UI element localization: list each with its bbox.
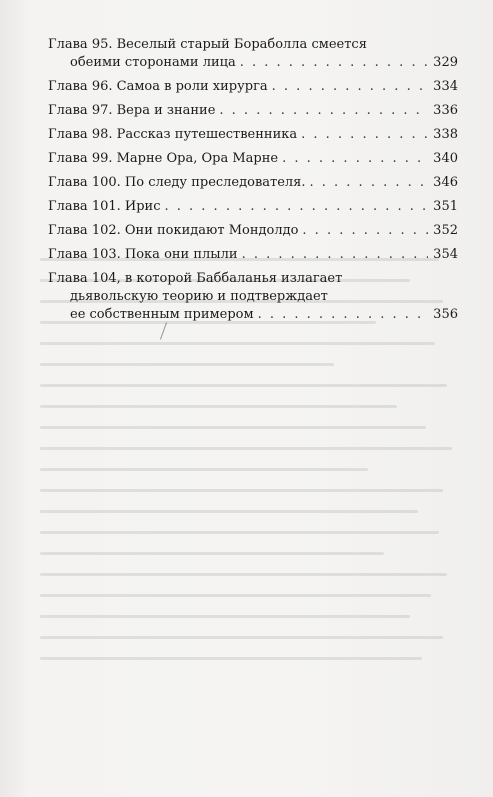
toc-entry-title: Глава 95. Веселый старый Бораболла смеется — [48, 37, 367, 52]
toc-entry-97[interactable] — [48, 102, 458, 120]
dot-leader — [302, 222, 428, 240]
toc-entry-title: Глава 101. Ирис — [48, 199, 161, 214]
toc-entry-title: Глава 104, в которой Баббаланья излагает — [48, 271, 343, 286]
toc-page-number: 336 — [433, 103, 458, 118]
toc-page-number: 346 — [433, 175, 458, 190]
toc-page-number: 338 — [433, 127, 458, 142]
table-of-contents — [48, 36, 458, 330]
toc-entry-title: Глава 100. По следу преследователя. — [48, 175, 306, 190]
toc-page-number: 329 — [433, 55, 458, 70]
toc-page-number: 356 — [433, 307, 458, 322]
toc-entry-title: Глава 97. Вера и знание — [48, 103, 216, 118]
dot-leader — [282, 150, 428, 168]
dot-leader — [165, 198, 429, 216]
toc-page-number: 352 — [433, 223, 458, 238]
toc-entry-102[interactable] — [48, 222, 458, 240]
dot-leader — [219, 102, 428, 120]
toc-entry-101[interactable] — [48, 198, 458, 216]
bleed-through-text — [40, 258, 460, 748]
toc-entry-title-cont: дьявольскую теорию и подтверждает — [70, 289, 328, 304]
toc-entry-title-cont: ее собственным примером — [70, 307, 254, 322]
toc-entry-title: Глава 98. Рассказ путешественника — [48, 127, 298, 142]
toc-page-number: 354 — [433, 247, 458, 262]
toc-entry-103[interactable] — [48, 246, 458, 264]
toc-entry-title: Глава 99. Марне Ора, Ора Марне — [48, 151, 279, 166]
toc-entry-104[interactable] — [48, 270, 458, 324]
toc-entry-100[interactable] — [48, 174, 458, 192]
dot-leader — [272, 78, 428, 96]
toc-entry-title: Глава 103. Пока они плыли — [48, 247, 238, 262]
toc-entry-title: Глава 96. Самоа в роли хирурга — [48, 79, 268, 94]
toc-entry-99[interactable] — [48, 150, 458, 168]
toc-entry-title: Глава 102. Они покидают Мондолдо — [48, 223, 299, 238]
dot-leader — [301, 126, 428, 144]
dot-leader — [258, 306, 428, 324]
toc-page-number: 334 — [433, 79, 458, 94]
toc-entry-title-cont: обеими сторонами лица — [70, 55, 236, 70]
dot-leader — [310, 174, 429, 192]
toc-entry-95[interactable] — [48, 36, 458, 72]
toc-page-number: 351 — [433, 199, 458, 214]
toc-entry-98[interactable] — [48, 126, 458, 144]
toc-page-number: 340 — [433, 151, 458, 166]
dot-leader — [242, 246, 428, 264]
dot-leader — [240, 54, 428, 72]
toc-entry-96[interactable] — [48, 78, 458, 96]
